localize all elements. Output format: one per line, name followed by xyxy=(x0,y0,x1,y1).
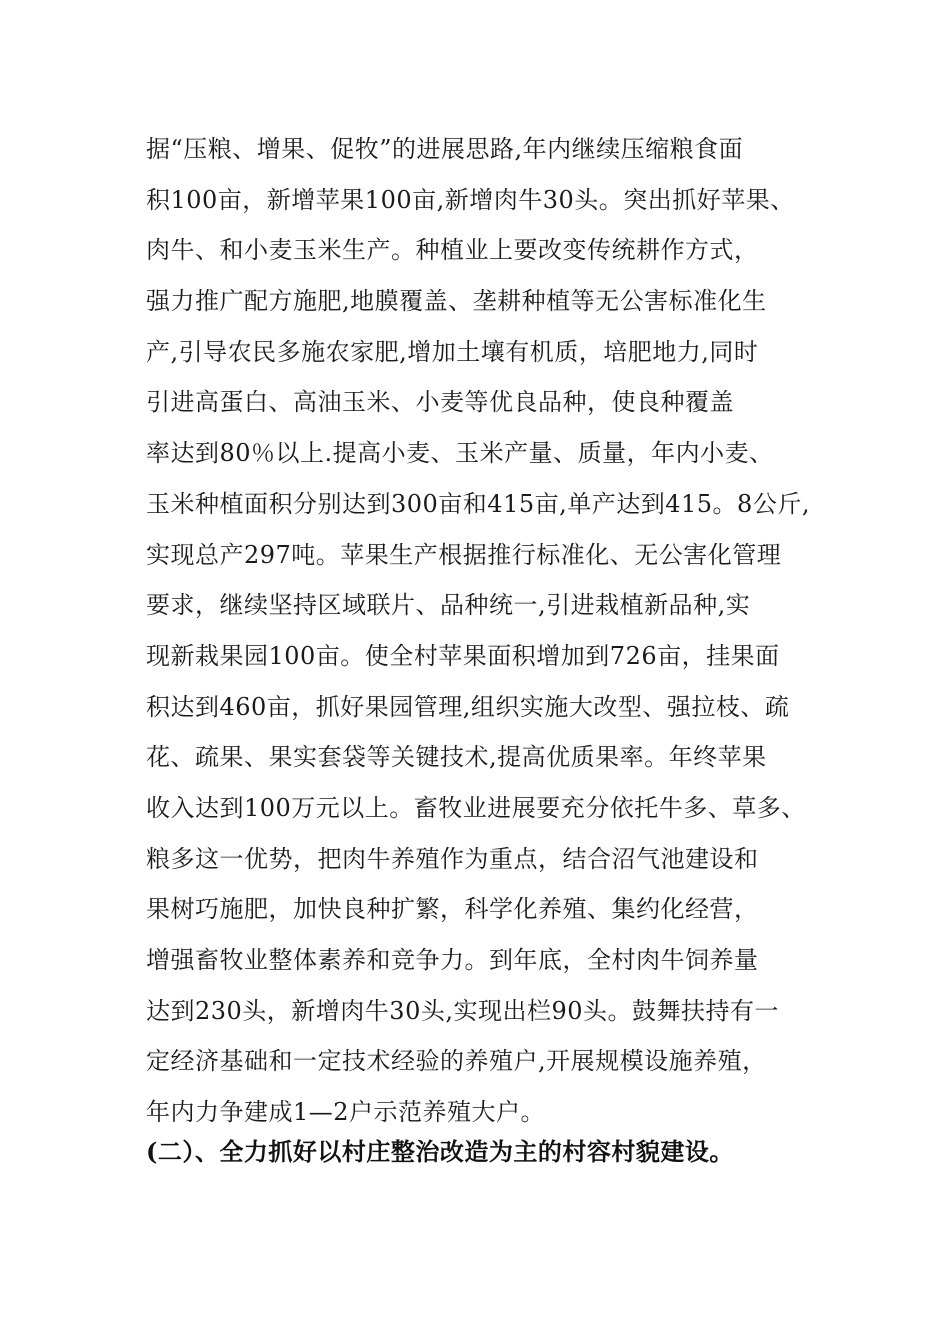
paragraph-line: 率达到80％以上.提高小麦、玉米产量、质量，年内小麦、 xyxy=(146,439,774,468)
paragraph-line: 年内力争建成1—2户示范养殖大户。 xyxy=(146,1098,546,1127)
paragraph-line: 强力推广配方施肥,地膜覆盖、垄耕种植等无公害标准化生 xyxy=(146,287,767,316)
paragraph-line: 收入达到100万元以上。畜牧业进展要充分依托牛多、草多、 xyxy=(146,793,806,822)
paragraph-line: 定经济基础和一定技术经验的养殖户,开展规模设施养殖， xyxy=(146,1047,767,1076)
paragraph-line: 玉米种植面积分别达到300亩和415亩,单产达到415。8公斤, xyxy=(146,489,810,518)
paragraph-line: 果树巧施肥，加快良种扩繁，科学化养殖、集约化经营， xyxy=(146,895,759,924)
paragraph-line: 增强畜牧业整体素养和竞争力。到年底，全村肉牛饲养量 xyxy=(146,946,759,974)
body-paragraph xyxy=(146,124,826,1138)
paragraph-line: 积达到460亩，抓好果园管理,组织实施大改型、强拉枝、疏 xyxy=(146,692,790,721)
paragraph-line: 据“压粮、增果、促牧”的进展思路,年内继续压缩粮食面 xyxy=(146,135,744,163)
section-heading: (二）、全力抓好以村庄整治改造为主的村容村貌建设。 xyxy=(146,1137,734,1166)
paragraph-line: 花、疏果、果实套袋等关键技术,提高优质果率。年终苹果 xyxy=(146,743,767,772)
paragraph-line: 要求，继续坚持区域联片、品种统一,引进栽植新品种,实 xyxy=(146,591,751,620)
paragraph-line: 实现总产297吨。苹果生产根据推行标准化、无公害化管理 xyxy=(146,540,782,569)
paragraph-line: 粮多这一优势，把肉牛养殖作为重点，结合沼气池建设和 xyxy=(146,844,759,873)
paragraph-line: 产,引导农民多施农家肥,增加土壤有机质，培肥地力,同时 xyxy=(146,337,759,366)
paragraph-line: 积100亩，新增苹果100亩,新增肉牛30头。突出抓好苹果、 xyxy=(146,185,795,214)
paragraph-line: 肉牛、和小麦玉米生产。种植业上要改变传统耕作方式， xyxy=(146,236,759,265)
paragraph-line: 现新栽果园100亩。使全村苹果面积增加到726亩，挂果面 xyxy=(146,641,780,670)
paragraph-line: 引进高蛋白、高油玉米、小麦等优良品种，使良种覆盖 xyxy=(146,388,734,417)
paragraph-line: 达到230头，新增肉牛30头,实现出栏90头。鼓舞扶持有一 xyxy=(146,996,780,1025)
